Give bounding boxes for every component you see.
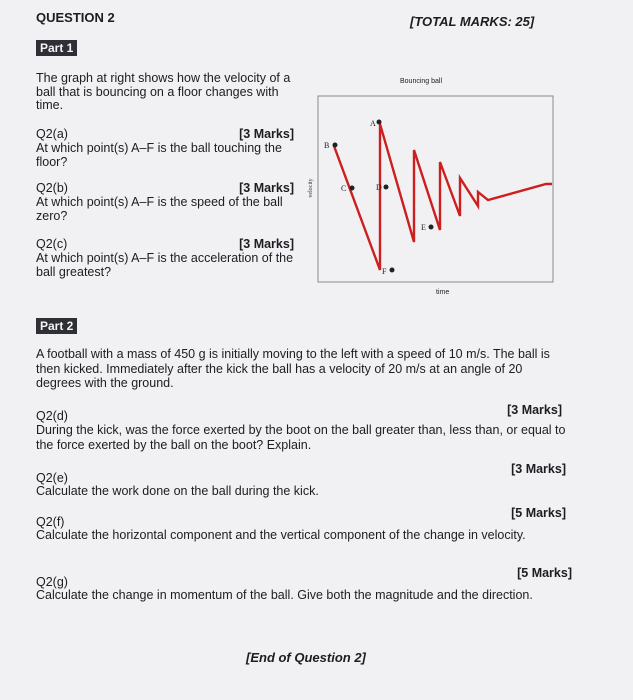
graph-title: Bouncing ball [400, 78, 443, 85]
bouncing-ball-graph [300, 88, 562, 288]
part-1-label: Part 1 [36, 40, 77, 56]
point-e-label: E [421, 223, 426, 232]
point-c-marker [350, 186, 355, 191]
question-id: Q2(c) [36, 237, 68, 251]
question-id: Q2(e) [36, 471, 68, 485]
part-1-intro: The graph at right shows how the velocity of a ball that is bouncing on a floor changes with time. [36, 71, 291, 112]
point-c-label: C [341, 184, 347, 193]
total-marks: [TOTAL MARKS: 25] [410, 14, 535, 29]
question-2f [36, 506, 566, 543]
question-text: Calculate the work done on the ball during the kick. [36, 484, 319, 498]
point-d-label: D [376, 183, 382, 192]
question-text: At which point(s) A–F is the speed of the ball zero? [36, 195, 283, 223]
question-marks: [3 Marks] [239, 181, 294, 195]
question-text: At which point(s) A–F is the ball touching the floor? [36, 141, 282, 169]
question-marks: [5 Marks] [511, 506, 566, 520]
point-b-marker [333, 143, 338, 148]
question-text: Calculate the horizontal component and the vertical component of the change in velocity. [36, 528, 526, 542]
question-id: Q2(b) [36, 181, 68, 195]
question-id: Q2(a) [36, 127, 68, 141]
question-2g [36, 566, 572, 603]
part-2-intro: A football with a mass of 450 g is initially moving to the left with a speed of 10 m/s. The ball is then kicked. Immediately after the kick the ball has a velocity of 20 m/s at an angle of 20 degrees with the ground. [36, 347, 550, 390]
question-marks: [3 Marks] [507, 403, 562, 417]
question-2e [36, 462, 566, 499]
question-2c [36, 238, 300, 279]
velocity-line [334, 124, 552, 270]
question-marks: [3 Marks] [239, 237, 294, 251]
question-title: QUESTION 2 [36, 10, 115, 25]
y-axis-label: velocity [308, 178, 314, 198]
question-2b [36, 182, 300, 223]
point-f-label: F [382, 267, 387, 276]
question-marks: [5 Marks] [517, 566, 572, 580]
point-a-label: A [370, 119, 376, 128]
question-marks: [3 Marks] [239, 127, 294, 141]
point-b-label: B [324, 141, 330, 150]
point-e-marker [429, 225, 434, 230]
question-id: Q2(f) [36, 515, 65, 529]
question-id: Q2(d) [36, 409, 68, 423]
question-id: Q2(g) [36, 575, 68, 589]
question-text: Calculate the change in momentum of the ball. Give both the magnitude and the direction. [36, 588, 533, 602]
x-axis-label: time [436, 289, 450, 296]
point-f-marker [390, 268, 395, 273]
end-of-question: [End of Question 2] [246, 650, 366, 665]
point-d-marker [384, 185, 389, 190]
question-text: At which point(s) A–F is the acceleration of the ball greatest? [36, 251, 294, 279]
question-2a [36, 128, 300, 169]
question-2d [36, 403, 566, 452]
point-a-marker [377, 120, 382, 125]
question-text: During the kick, was the force exerted by the boot on the ball greater than, less than, or equal to the force exerted by the ball on the boot? Explain. [36, 423, 566, 452]
part-2-label: Part 2 [36, 318, 77, 334]
question-marks: [3 Marks] [511, 462, 566, 476]
